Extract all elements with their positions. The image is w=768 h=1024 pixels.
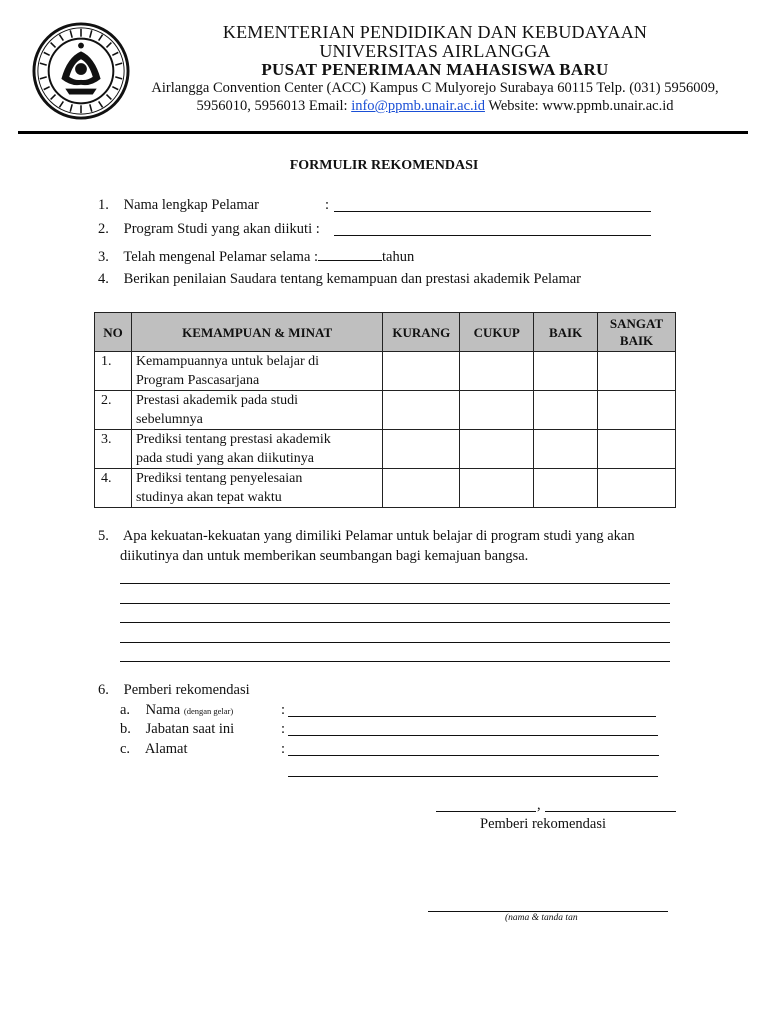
criterion-line: studinya akan tepat waktu: [135, 490, 282, 505]
recommender-name-field[interactable]: [288, 716, 656, 717]
recommender-address-field[interactable]: [288, 755, 659, 756]
recommender-position-colon: :: [281, 721, 286, 737]
office-name: PUSAT PENERIMAAN MAHASISWA BARU: [261, 60, 609, 79]
row-criterion: [131, 469, 382, 508]
row-criterion: [131, 430, 382, 469]
university-name: UNIVERSITAS AIRLANGGA: [319, 41, 551, 61]
rating-cell-cukup[interactable]: [460, 469, 534, 508]
header-sangat-baik: SANGAT BAIK: [598, 313, 676, 352]
item-note: (dengan gelar): [183, 706, 234, 716]
question-number: 1.: [98, 197, 109, 213]
rating-cell-cukup[interactable]: [460, 391, 534, 430]
ministry-name: KEMENTERIAN PENDIDIKAN DAN KEBUDAYAAN: [222, 22, 648, 42]
criterion-line: Program Pascasarjana: [135, 373, 260, 388]
row-number: 1.: [95, 352, 132, 391]
rating-cell-cukup[interactable]: [460, 352, 534, 391]
rating-cell-kurang[interactable]: [383, 469, 460, 508]
address-line: Airlangga Convention Center (ACC) Kampus C Mulyorejo Surabaya 60115 Telp. (031) 5956009,: [151, 80, 719, 96]
rating-cell-kurang[interactable]: [383, 430, 460, 469]
item-label: Jabatan saat ini: [145, 721, 235, 737]
recommender-position-field[interactable]: [288, 735, 658, 736]
item-letter: b.: [120, 721, 131, 737]
contact-line: [130, 98, 740, 115]
table-row: [95, 430, 676, 469]
question-number: 5.: [98, 528, 109, 544]
signature-field[interactable]: [428, 911, 668, 912]
recommender-position-row: [120, 721, 234, 738]
answer-line[interactable]: [120, 622, 670, 623]
rating-cell-baik[interactable]: [534, 430, 598, 469]
recommender-name-row: [120, 702, 233, 719]
question-label: Berikan penilaian Saudara tentang kemampuan dan prestasi akademik Pelamar: [123, 271, 582, 287]
place-field[interactable]: [436, 811, 536, 812]
signature-note: (nama & tanda tan: [505, 913, 578, 923]
study-program-field[interactable]: [334, 235, 651, 236]
row-number: 4.: [95, 469, 132, 508]
recommender-address-row: [120, 741, 188, 758]
question-number: 4.: [98, 271, 109, 287]
row-criterion: [131, 391, 382, 430]
website-text: Website: www.ppmb.unair.ac.id: [488, 98, 674, 114]
rating-cell-baik[interactable]: [534, 352, 598, 391]
question-1-colon: :: [325, 197, 330, 213]
header-divider: [18, 131, 748, 134]
criterion-line: Kemampuannya untuk belajar di: [135, 354, 320, 369]
rating-cell-sangat-baik[interactable]: [598, 352, 676, 391]
criterion-line: pada studi yang akan diikutinya: [135, 451, 315, 466]
rating-cell-cukup[interactable]: [460, 430, 534, 469]
question-label: Pemberi rekomendasi: [123, 682, 250, 698]
question-number: 2.: [98, 221, 109, 237]
question-2: [98, 221, 320, 238]
header-cukup: CUKUP: [460, 313, 534, 352]
table-row: [95, 352, 676, 391]
question-5-continued: diikutinya dan untuk memberikan seumbangan bagi kemajuan bangsa.: [120, 548, 529, 564]
question-label: Telah mengenal Pelamar selama :: [123, 249, 319, 265]
rating-cell-sangat-baik[interactable]: [598, 430, 676, 469]
question-label: Nama lengkap Pelamar: [123, 197, 259, 213]
question-6: [98, 682, 250, 699]
question-4: [98, 271, 581, 288]
rating-cell-baik[interactable]: [534, 391, 598, 430]
question-5: [98, 528, 635, 545]
assessment-table: [94, 312, 676, 508]
date-field[interactable]: [545, 811, 676, 812]
answer-line[interactable]: [120, 583, 670, 584]
item-letter: c.: [120, 741, 131, 757]
answer-line[interactable]: [120, 603, 670, 604]
recommender-address-colon: :: [281, 741, 286, 757]
table-row: [95, 391, 676, 430]
question-label: Apa kekuatan-kekuatan yang dimiliki Pelamar untuk belajar di program studi yang akan: [122, 528, 635, 544]
header-baik: BAIK: [534, 313, 598, 352]
rating-cell-sangat-baik[interactable]: [598, 469, 676, 508]
item-label: Alamat: [144, 741, 188, 757]
question-number: 3.: [98, 249, 109, 265]
header-no: NO: [95, 313, 132, 352]
criterion-line: sebelumnya: [135, 412, 203, 427]
question-3: [98, 246, 414, 266]
question-number: 6.: [98, 682, 109, 698]
rating-cell-baik[interactable]: [534, 469, 598, 508]
header-ability: KEMAMPUAN & MINAT: [131, 313, 382, 352]
rating-cell-kurang[interactable]: [383, 391, 460, 430]
table-header-row: [95, 313, 676, 352]
phone-numbers: 5956010, 5956013 Email:: [196, 98, 348, 114]
criterion-line: Prestasi akademik pada studi: [135, 393, 299, 408]
recommender-name-colon: :: [281, 702, 286, 718]
place-date-comma: ,: [537, 797, 541, 813]
item-label: Nama: [145, 702, 181, 718]
row-number: 2.: [95, 391, 132, 430]
header-kurang: KURANG: [383, 313, 460, 352]
question-1: [98, 197, 259, 214]
row-number: 3.: [95, 430, 132, 469]
criterion-line: Prediksi tentang prestasi akademik: [135, 432, 331, 447]
item-letter: a.: [120, 702, 131, 718]
form-title: FORMULIR REKOMENDASI: [289, 158, 479, 173]
rating-cell-sangat-baik[interactable]: [598, 391, 676, 430]
table-row: [95, 469, 676, 508]
university-seal-logo: [32, 22, 130, 120]
signature-caption: Pemberi rekomendasi: [480, 816, 607, 832]
years-known-field[interactable]: [318, 246, 382, 261]
question-label: Program Studi yang akan diikuti :: [123, 221, 320, 237]
years-unit: tahun: [382, 249, 415, 265]
applicant-name-field[interactable]: [334, 211, 651, 212]
email-link[interactable]: info@ppmb.unair.ac.id: [351, 98, 485, 114]
recommender-address-field-2[interactable]: [288, 776, 658, 777]
answer-line[interactable]: [120, 642, 670, 643]
answer-line[interactable]: [120, 661, 670, 662]
rating-cell-kurang[interactable]: [383, 352, 460, 391]
criterion-line: Prediksi tentang penyelesaian: [135, 471, 303, 486]
row-criterion: [131, 352, 382, 391]
